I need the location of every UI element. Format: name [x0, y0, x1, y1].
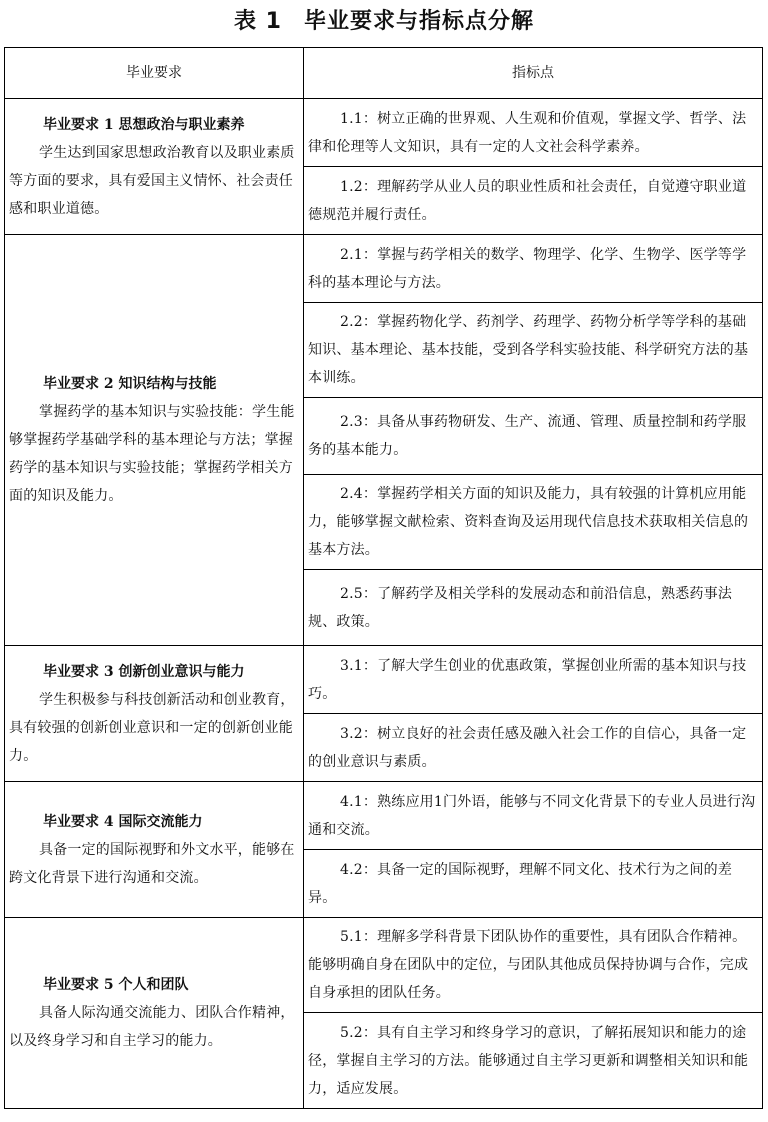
table-row: [5, 782, 763, 850]
indicator-text: 2.5：了解药学及相关学科的发展动态和前沿信息，熟悉药事法规、政策。: [308, 585, 733, 630]
indicator-cell: [304, 475, 763, 570]
indicator-text: 1.2：理解药学从业人员的职业性质和社会责任，自觉遵守职业道德规范并履行责任。: [308, 178, 747, 223]
requirement-cell-5: [5, 918, 304, 1109]
table-title: [0, 4, 768, 35]
requirement-cell-3: [5, 646, 304, 782]
indicator-text: 2.1：掌握与药学相关的数学、物理学、化学、生物学、医学等学科的基本理论与方法。: [308, 246, 747, 291]
table-row: [5, 235, 763, 303]
requirement-title: 毕业要求 1 思想政治与职业素养: [43, 116, 245, 133]
indicator-text: 2.4：掌握药学相关方面的知识及能力，具有较强的计算机应用能力，能够掌握文献检索、资料查询及运用现代信息技术获取相关信息的基本方法。: [308, 486, 749, 558]
requirement-description: 掌握药学的基本知识与实验技能：学生能够掌握药学基础学科的基本理论与方法；掌握药学的基本知识与实验技能；掌握药学相关方面的知识及能力。: [9, 404, 295, 504]
indicator-cell: [304, 570, 763, 646]
indicator-cell: [304, 714, 763, 782]
requirement-description: 学生积极参与科技创新活动和创业教育，具有较强的创新创业意识和一定的创新创业能力。: [9, 691, 295, 764]
indicator-text: 3.2：树立良好的社会责任感及融入社会工作的自信心，具备一定的创业意识与素质。: [308, 725, 747, 770]
requirements-table: [4, 47, 763, 1109]
indicator-cell: [304, 1013, 763, 1109]
indicator-cell: [304, 782, 763, 850]
requirement-description: 学生达到国家思想政治教育以及职业素质等方面的要求，具有爱国主义情怀、社会责任感和职业道德。: [9, 144, 295, 217]
indicator-cell: [304, 398, 763, 475]
indicator-cell: [304, 918, 763, 1013]
table-row: [5, 646, 763, 714]
header-row: [5, 48, 763, 99]
header-requirement: 毕业要求: [5, 48, 304, 99]
indicator-text: 2.3：具备从事药物研发、生产、流通、管理、质量控制和药学服务的基本能力。: [308, 414, 747, 458]
indicator-text: 2.2：掌握药物化学、药剂学、药理学、药物分析学等学科的基础知识、基本理论、基本技能，受到各学科实验技能、科学研究方法的基本训练。: [308, 314, 749, 386]
indicator-cell: [304, 850, 763, 918]
indicator-cell: [304, 235, 763, 303]
table-caption: 毕业要求与指标点分解: [303, 9, 534, 34]
indicator-cell: [304, 646, 763, 714]
header-indicator: 指标点: [304, 48, 763, 99]
requirement-cell-2: [5, 235, 304, 646]
requirement-title: 毕业要求 3 创新创业意识与能力: [43, 663, 245, 680]
table-row: [5, 918, 763, 1013]
table-row: [5, 99, 763, 167]
indicator-cell: [304, 303, 763, 398]
indicator-text: 4.2：具备一定的国际视野，理解不同文化、技术行为之间的差异。: [308, 861, 733, 906]
indicator-cell: [304, 167, 763, 235]
requirement-title: 毕业要求 5 个人和团队: [43, 977, 189, 993]
requirement-cell-1: [5, 99, 304, 235]
requirement-description: 具备一定的国际视野和外文水平，能够在跨文化背景下进行沟通和交流。: [9, 841, 295, 886]
table-number: 表 1: [234, 9, 282, 34]
indicator-text: 1.1：树立正确的世界观、人生观和价值观，掌握文学、哲学、法律和伦理等人文知识，具有一定的人文社会科学素养。: [308, 110, 747, 155]
indicator-cell: [304, 99, 763, 167]
requirement-description: 具备人际沟通交流能力、团队合作精神，以及终身学习和自主学习的能力。: [9, 1005, 295, 1049]
requirement-cell-4: [5, 782, 304, 918]
requirement-title: 毕业要求 2 知识结构与技能: [43, 376, 217, 392]
indicator-text: 5.1：理解多学科背景下团队协作的重要性，具有团队合作精神。能够明确自身在团队中的定位，与团队其他成员保持协调与合作，完成自身承担的团队任务。: [308, 929, 749, 1001]
indicator-text: 3.1：了解大学生创业的优惠政策，掌握创业所需的基本知识与技巧。: [308, 657, 747, 702]
requirement-title: 毕业要求 4 国际交流能力: [43, 813, 203, 830]
indicator-text: 4.1：熟练应用1门外语，能够与不同文化背景下的专业人员进行沟通和交流。: [308, 793, 756, 838]
indicator-text: 5.2：具有自主学习和终身学习的意识，了解拓展知识和能力的途径，掌握自主学习的方法。能够通过自主学习更新和调整相关知识和能力，适应发展。: [308, 1024, 749, 1097]
